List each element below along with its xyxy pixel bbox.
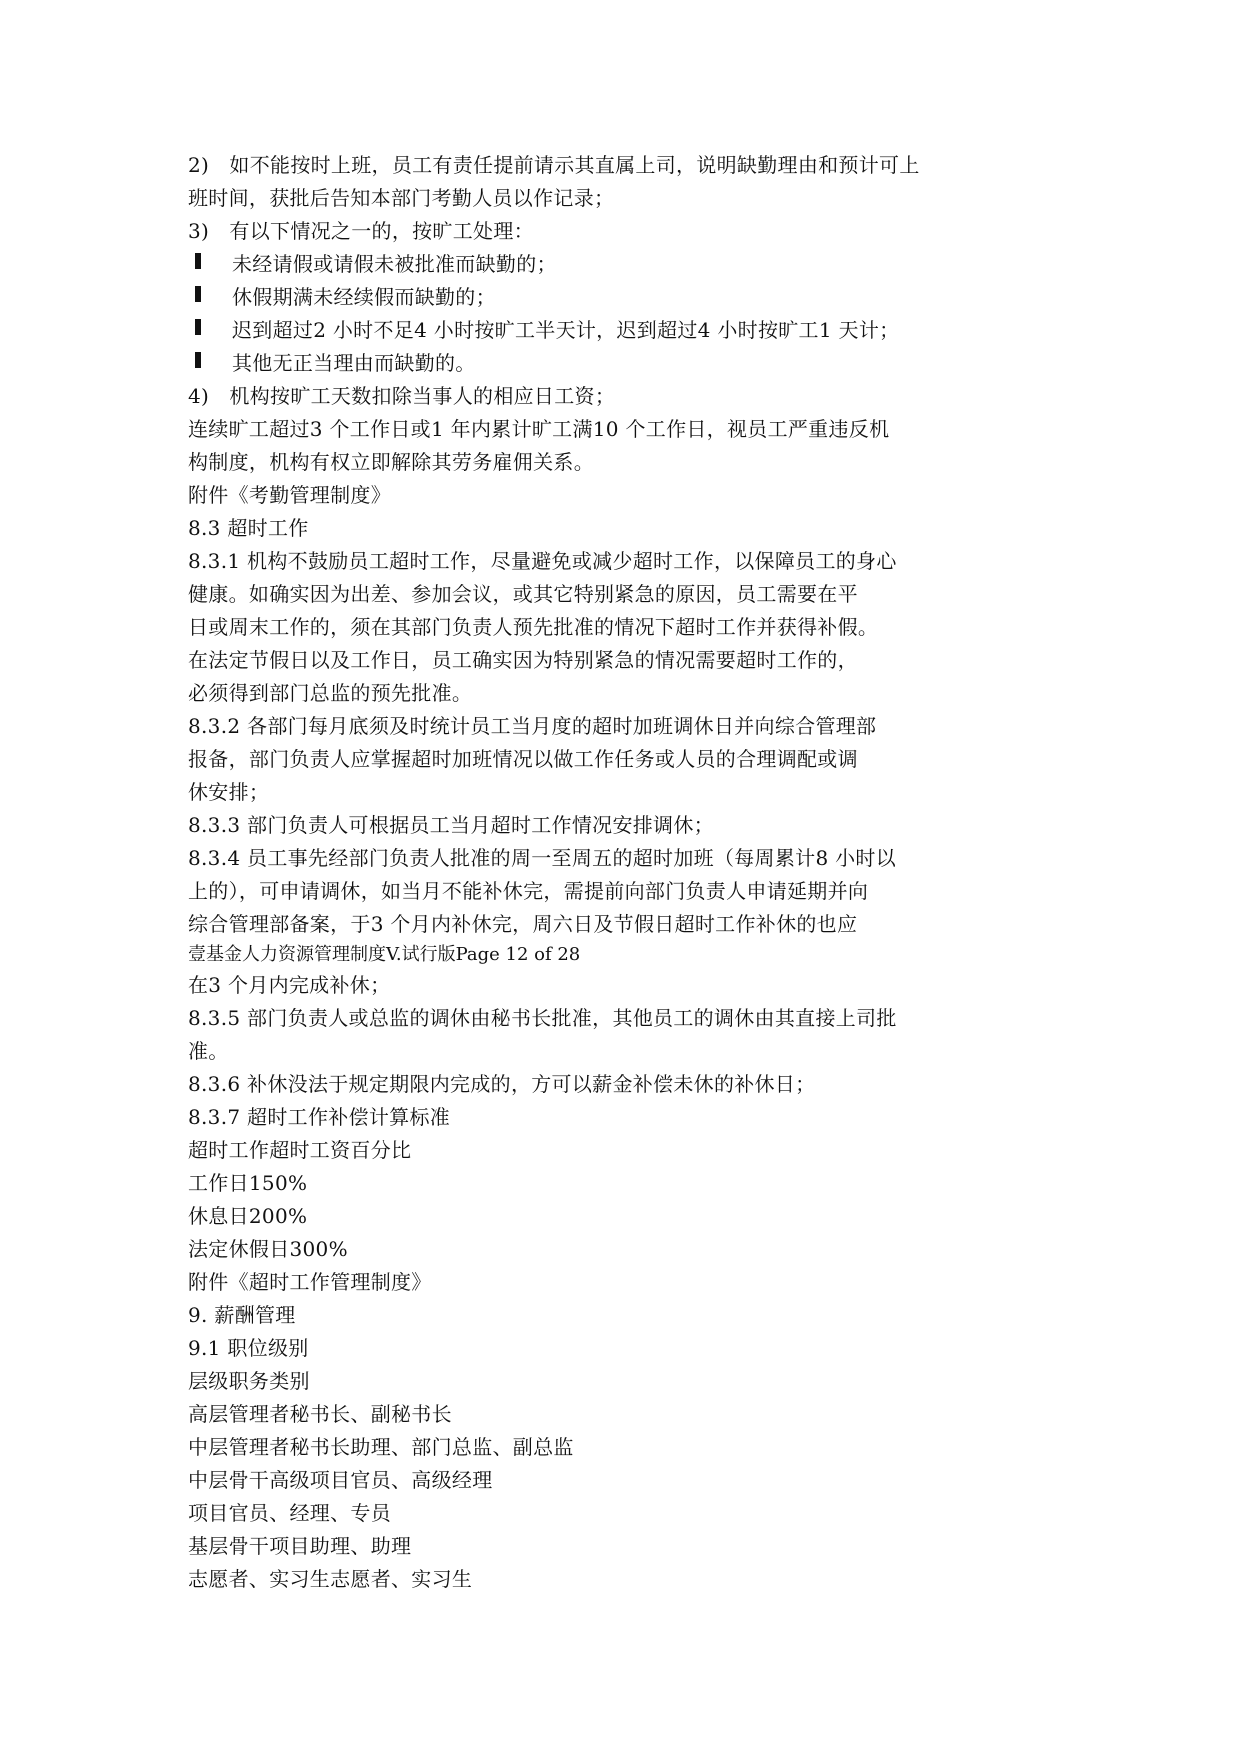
paragraph-line: 连续旷工超过3 个工作日或1 年内累计旷工满10 个工作日，视员工严重违反机	[188, 417, 890, 441]
paragraph-line: 构制度，机构有权立即解除其劳务雇佣关系。	[188, 450, 594, 474]
table-line: 中层骨干高级项目官员、高级经理	[188, 1468, 493, 1492]
table-line: 超时工作超时工资百分比	[188, 1138, 412, 1162]
paragraph-line: 8.3.2 各部门每月底须及时统计员工当月度的超时加班调休日并向综合管理部	[188, 714, 877, 738]
paragraph-line: 8.3.3 部门负责人可根据员工当月超时工作情况安排调休；	[188, 813, 714, 837]
section-heading: 9. 薪酬管理	[188, 1303, 296, 1327]
paragraph-line: 综合管理部备案，于3 个月内补休完，周六日及节假日超时工作补休的也应	[188, 912, 858, 936]
table-line: 层级职务类别	[188, 1369, 310, 1393]
table-line: 工作日150%	[188, 1171, 308, 1195]
paragraph-line: 3) 有以下情况之一的，按旷工处理：	[188, 219, 534, 243]
paragraph-line: 在法定节假日以及工作日，员工确实因为特别紧急的情况需要超时工作的，	[188, 648, 858, 672]
table-line: 中层管理者秘书长助理、部门总监、副总监	[188, 1435, 574, 1459]
section-heading: 9.1 职位级别	[188, 1336, 309, 1360]
bullet-marker-icon	[195, 319, 201, 335]
table-line: 项目官员、经理、专员	[188, 1501, 391, 1525]
paragraph-line: 休安排；	[188, 780, 270, 804]
paragraph-line: 准。	[188, 1039, 229, 1063]
bullet-item: 未经请假或请假未被批准而缺勤的；	[232, 252, 557, 276]
paragraph-line: 4) 机构按旷工天数扣除当事人的相应日工资；	[188, 384, 616, 408]
bullet-marker-icon	[195, 286, 201, 302]
paragraph-line: 报备，部门负责人应掌握超时加班情况以做工作任务或人员的合理调配或调	[188, 747, 858, 771]
table-line: 志愿者、实习生志愿者、实习生	[188, 1567, 473, 1591]
paragraph-line: 在3 个月内完成补休；	[188, 973, 391, 997]
paragraph-line: 附件《考勤管理制度》	[188, 483, 391, 507]
paragraph-line: 8.3.4 员工事先经部门负责人批准的周一至周五的超时加班（每周累计8 小时以	[188, 846, 897, 870]
paragraph-line: 2) 如不能按时上班，员工有责任提前请示其直属上司，说明缺勤理由和预计可上	[188, 153, 920, 177]
paragraph-line: 日或周末工作的，须在其部门负责人预先批准的情况下超时工作并获得补假。	[188, 615, 879, 639]
bullet-item: 其他无正当理由而缺勤的。	[232, 351, 476, 375]
paragraph-line: 8.3.6 补休没法于规定期限内完成的，方可以薪金补偿未休的补休日；	[188, 1072, 816, 1096]
table-line: 基层骨干项目助理、助理	[188, 1534, 412, 1558]
table-line: 休息日200%	[188, 1204, 308, 1228]
bullet-marker-icon	[195, 352, 201, 368]
paragraph-line: 附件《超时工作管理制度》	[188, 1270, 432, 1294]
bullet-item: 休假期满未经续假而缺勤的；	[232, 285, 496, 309]
paragraph-line: 8.3.1 机构不鼓励员工超时工作，尽量避免或减少超时工作，以保障员工的身心	[188, 549, 897, 573]
table-line: 法定休假日300%	[188, 1237, 348, 1261]
bullet-marker-icon	[195, 253, 201, 269]
page-footer: 壹基金人力资源管理制度V.试行版Page 12 of 28	[188, 944, 581, 965]
paragraph-line: 8.3.5 部门负责人或总监的调休由秘书长批准，其他员工的调休由其直接上司批	[188, 1006, 897, 1030]
paragraph-line: 必须得到部门总监的预先批准。	[188, 681, 473, 705]
paragraph-line: 班时间，获批后告知本部门考勤人员以作记录；	[188, 186, 615, 210]
paragraph-line: 8.3.7 超时工作补偿计算标准	[188, 1105, 451, 1129]
paragraph-line: 上的），可申请调休，如当月不能补休完，需提前向部门负责人申请延期并向	[188, 879, 869, 903]
bullet-item: 迟到超过2 小时不足4 小时按旷工半天计，迟到超过4 小时按旷工1 天计；	[232, 318, 900, 342]
table-line: 高层管理者秘书长、副秘书长	[188, 1402, 452, 1426]
paragraph-line: 健康。如确实因为出差、参加会议，或其它特别紧急的原因，员工需要在平	[188, 582, 858, 606]
section-heading: 8.3 超时工作	[188, 516, 309, 540]
